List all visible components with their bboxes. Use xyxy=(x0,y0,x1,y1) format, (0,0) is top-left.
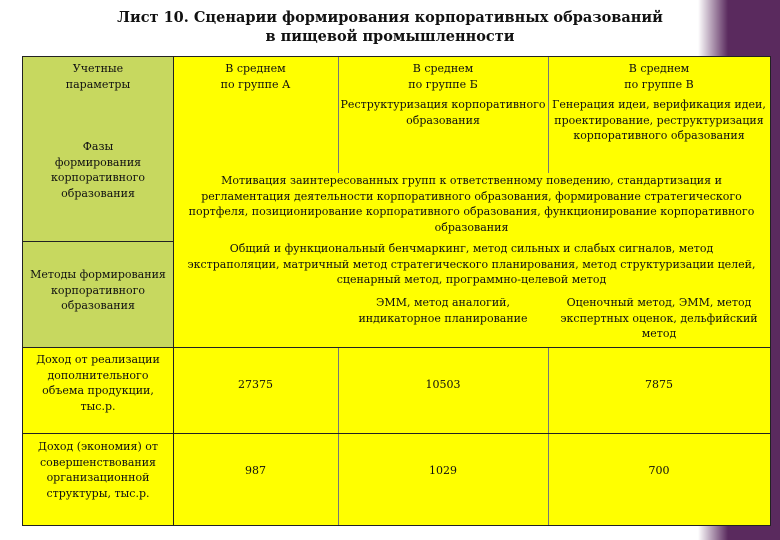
income-sales-group-v: 7875 xyxy=(645,378,673,391)
phases-group-b: Реструктуризация корпоративного образования xyxy=(340,98,546,127)
title-line-2: в пищевой промышленности xyxy=(265,28,515,45)
phases-group-v: Генерация идеи, верификация идеи, проектирование, реструктуризация корпоративного образования xyxy=(552,98,766,142)
header-parameters: Учетные параметры xyxy=(23,57,173,95)
scenario-table xyxy=(22,56,771,526)
income-savings-label: Доход (экономия) от совершенствования организационной структуры, тыс.р. xyxy=(38,440,158,500)
header-group-b: В среднем по группе Б xyxy=(408,62,478,91)
income-savings-group-a: 987 xyxy=(245,464,266,477)
income-sales-group-b: 10503 xyxy=(425,378,461,391)
grid-line xyxy=(23,433,770,434)
grid-line xyxy=(338,347,339,525)
methods-group-b: ЭММ, метод аналогий, индикаторное планирование xyxy=(358,296,528,325)
header-group-a: В среднем по группе А xyxy=(220,62,291,91)
methods-label: Методы формирования корпоративного образования xyxy=(23,241,173,347)
grid-line xyxy=(173,57,174,525)
phases-label: Фазы формирования корпоративного образования xyxy=(23,95,173,241)
income-sales-group-a: 27375 xyxy=(238,378,273,391)
methods-group-v: Оценочный метод, ЭММ, метод экспертных оценок, дельфийский метод xyxy=(560,296,758,340)
title-line-1: Лист 10. Сценарии формирования корпоративных образований xyxy=(117,9,663,26)
phases-common: Мотивация заинтересованных групп к ответственному поведению, стандартизация и регламентация деятельности корпоративного образования, формирование стратегического портфеля, позиционирование корпоративного образования, функционирование корпоративного образования xyxy=(188,174,755,234)
slide-title xyxy=(0,8,780,46)
income-savings-group-v: 700 xyxy=(648,464,670,477)
income-savings-group-b: 1029 xyxy=(429,464,457,477)
grid-line xyxy=(23,347,770,348)
grid-line xyxy=(338,57,339,173)
grid-line xyxy=(23,241,173,242)
header-group-v: В среднем по группе В xyxy=(624,62,694,91)
income-sales-label: Доход от реализации дополнительного объема продукции, тыс.р. xyxy=(36,353,160,413)
grid-line xyxy=(548,57,549,173)
grid-line xyxy=(548,347,549,525)
methods-common: Общий и функциональный бенчмаркинг, метод сильных и слабых сигналов, метод экстраполяции, матричный метод стратегического планирования, метод структуризации целей, сценарный метод, программно-целевой метод xyxy=(187,242,756,286)
